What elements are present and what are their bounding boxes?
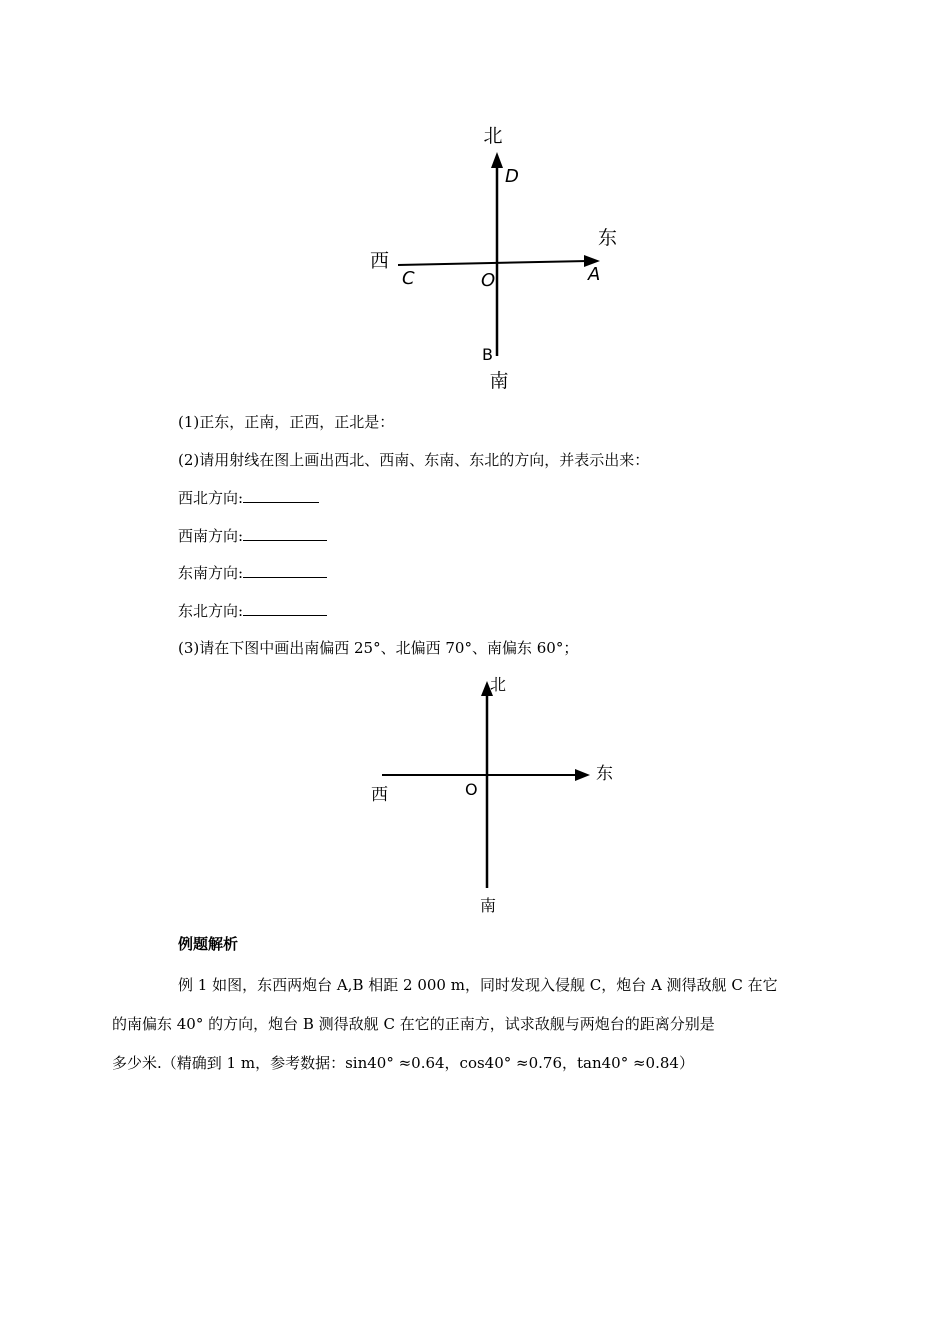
example-line-2: 的南偏东 40° 的方向，炮台 B 测得敌舰 C 在它的正南方，试求敌舰与两炮台的距离分别是 [112, 1015, 715, 1033]
north-arrowhead-1 [491, 152, 503, 168]
west-label-1: 西 [370, 250, 390, 272]
point-o-label-2: O [465, 780, 478, 799]
northwest-blank[interactable] [243, 487, 319, 503]
northwest-label: 西北方向: [178, 489, 244, 507]
southeast-label: 东南方向: [178, 564, 244, 582]
we-axis-1 [398, 261, 588, 265]
northeast-answer-line [178, 600, 327, 621]
point-a-label: A [588, 264, 601, 285]
point-b-label: B [482, 345, 493, 364]
southeast-blank[interactable] [243, 562, 327, 578]
northwest-answer-line [178, 487, 319, 508]
north-label-2: 北 [490, 675, 507, 694]
northeast-label: 东北方向: [178, 602, 244, 620]
point-o-label-1: O [481, 270, 496, 291]
north-label-1: 北 [483, 125, 503, 147]
point-c-label: C [402, 268, 415, 289]
example-paragraph [112, 966, 805, 1083]
question-1: (1)正东，正南，正西，正北是： [178, 413, 395, 431]
example-line-1: 例 1 如图，东西两炮台 A,B 相距 2 000 m，同时发现入侵舰 C，炮台 A 测得敌舰 C 在它 [178, 976, 778, 994]
southwest-answer-line [178, 525, 327, 546]
example-heading: 例题解析 [178, 935, 239, 953]
compass-figure-2 [0, 660, 950, 920]
south-label-1: 南 [489, 370, 509, 392]
question-3: (3)请在下图中画出南偏西 25°、北偏西 70°、南偏东 60°； [178, 639, 579, 657]
east-label-2: 东 [596, 764, 613, 784]
east-arrowhead-2 [575, 769, 590, 781]
question-2: (2)请用射线在图上画出西北、西南、东南、东北的方向，并表示出来： [178, 451, 650, 469]
southeast-answer-line [178, 562, 327, 583]
east-label-1: 东 [598, 227, 618, 249]
southwest-label: 西南方向: [178, 527, 244, 545]
southwest-blank[interactable] [243, 525, 327, 541]
example-line-3: 多少米.（精确到 1 m，参考数据：sin40° ≈0.64，cos40° ≈0.76，tan40° ≈0.84） [112, 1054, 694, 1072]
south-label-2: 南 [479, 896, 497, 915]
point-d-label: D [505, 166, 519, 187]
compass-figure-1 [0, 0, 950, 400]
northeast-blank[interactable] [243, 600, 327, 616]
west-label-2: 西 [371, 785, 388, 805]
